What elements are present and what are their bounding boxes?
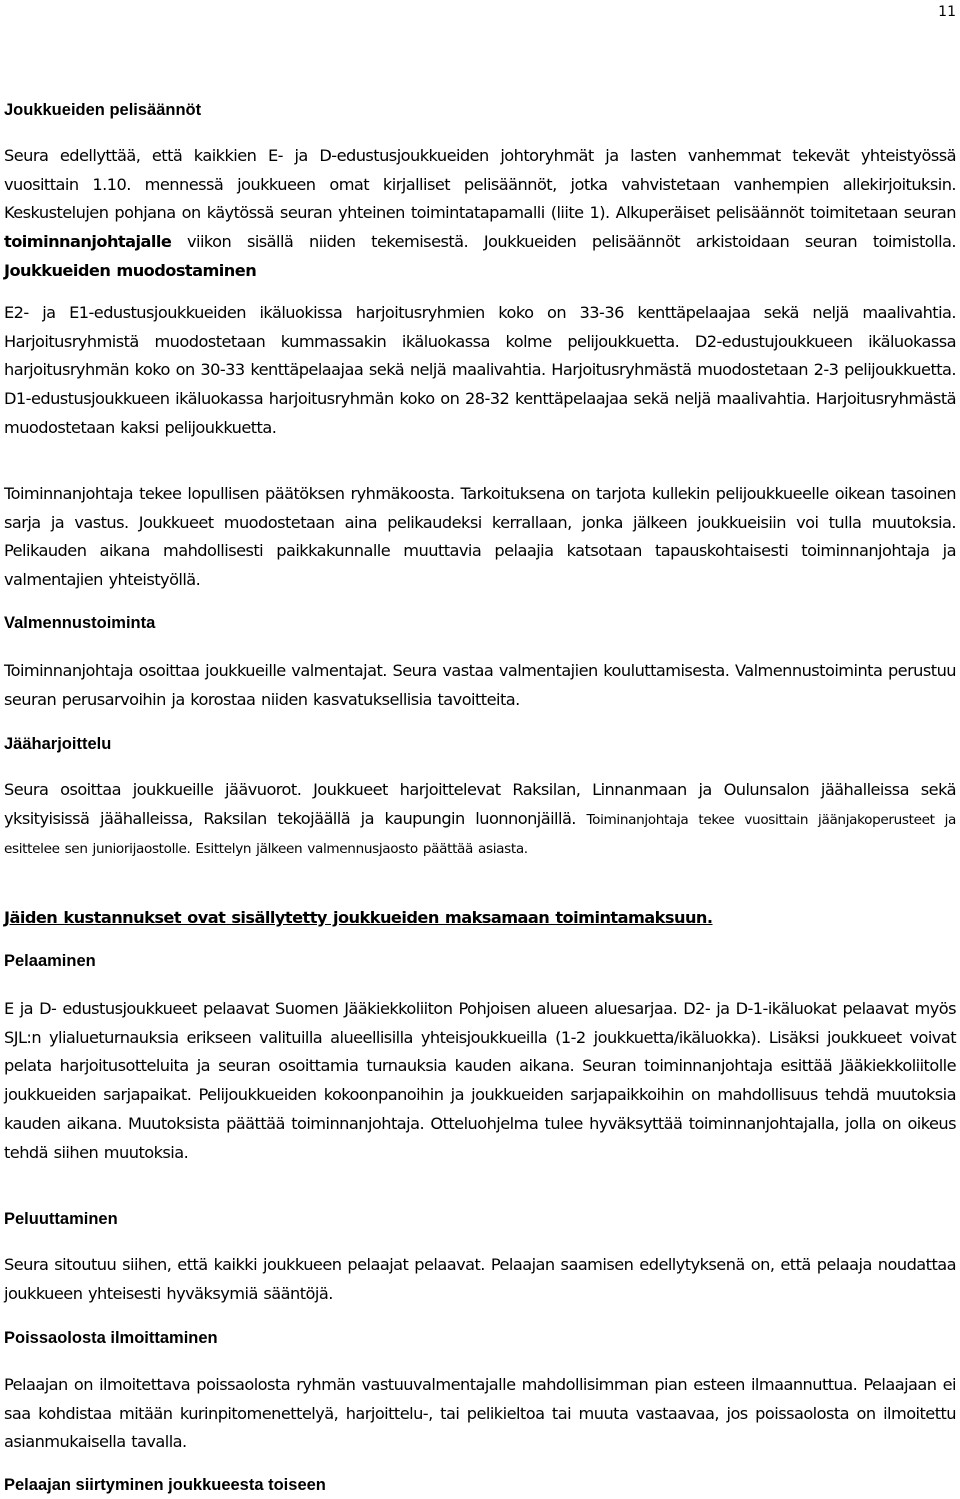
- formation-paragraph-1: E2- ja E1-edustusjoukkueiden ikäluokissa harjoitusryhmien koko on 33-36 kenttäpelaajaa sekä neljä maalivahtia. Harjoitusryhmistä muodostetaan kummassakin ikäluokassa kolme pelijoukkuetta. D2-edustujoukkueen ikäluokassa harjoitusryhmän koko on 30-33 kenttäpelaajaa sekä neljä maalivahtia. Harjoitusryhmästä muodostetaan 2-3 pelijoukkuetta. D1-edustusjoukkueen ikäluokassa harjoitusryhmän koko on 28-32 kenttäpelaajaa sekä neljä maalivahtia. Harjoitusryhmästä muodostetaan kaksi pelijoukkuetta.: [4, 303, 956, 437]
- team-rules-text-end: viikon sisällä niiden tekemisestä. Joukkueiden pelisäännöt arkistoidaan seuran toimistolla.: [187, 232, 956, 252]
- fielding-paragraph: Seura sitoutuu siihen, että kaikki joukkueen pelaajat pelaavat. Pelaajan saamisen edellytyksenä on, että pelaaja noudattaa joukkueen yhteisesti hyväksymiä sääntöjä.: [4, 1255, 956, 1303]
- section-heading-player-transfer: Pelaajan siirtyminen joukkueesta toiseen: [4, 1476, 326, 1494]
- section-heading-team-rules: Joukkueiden pelisäännöt: [4, 101, 202, 119]
- section-heading-fielding: Peluuttaminen: [4, 1210, 118, 1228]
- playing-paragraph: E ja D- edustusjoukkueet pelaavat Suomen Jääkiekkoliiton Pohjoisen alueen aluesarjaa. D2- ja D-1-ikäluokat pelaavat myös SJL:n ylialueturnauksia erikseen valituilla alueellisilla yhteisjoukkueilla (1-2 joukkuetta/ikäluokka). Lisäksi joukkueet voivat pelata harjoitusotteluita ja seuran osoittamia turnauksia kauden aikana. Seuran toiminnanjohtaja esittää Jääkiekkoliitolle joukkueiden sarjapaikat. Pelijoukkueiden kokoonpanoihin ja joukkueiden sarjapaikkoihin on mahdollisuus tehdä muutoksia kauden aikana. Muutoksista päättää toiminnanjohtaja. Otteluohjelma tulee hyväksyttää toiminnanjohtajalla, jolla on oikeus tehdä siihen muutoksia.: [4, 999, 956, 1162]
- section-heading-ice-training: Jääharjoittelu: [4, 735, 112, 753]
- ice-allocation-text: Toiminanjohtaja tekee vuosittain jäänjakoperusteet ja esittelee sen juniorijaostolle. Esittelyn jälkeen valmennusjaosto päättää asiasta.: [4, 811, 956, 858]
- team-rules-bold-text: toiminnanjohtajalle: [4, 232, 172, 252]
- coaching-paragraph: Toiminnanjohtaja osoittaa joukkueille valmentajat. Seura vastaa valmentajien kouluttamisesta. Valmennustoiminta perustuu seuran perusarvoihin ja korostaa niiden kasvatuksellisia tavoitteita.: [4, 661, 956, 709]
- section-heading-team-formation: Joukkueiden muodostaminen: [4, 260, 257, 280]
- section-heading-playing: Pelaaminen: [4, 952, 96, 970]
- section-heading-absence: Poissaolosta ilmoittaminen: [4, 1329, 218, 1347]
- page-number: 11: [938, 4, 956, 20]
- ice-training-paragraph: [4, 776, 956, 864]
- ice-cost-note: Jäiden kustannukset ovat sisällytetty joukkueiden maksamaan toimintamaksuun.: [4, 908, 713, 927]
- absence-paragraph: Pelaajan on ilmoitettava poissaolosta ryhmän vastuuvalmentajalle mahdollisimman pian esteen ilmaannuttua. Pelaajaan ei saa kohdistaa mitään kurinpitomenettelyä, harjoittelu-, tai pelikieltoa tai muuta vastaavaa, jos poissaolosta on ilmoitettu asianmukaisella tavalla.: [4, 1375, 956, 1452]
- formation-paragraph-2: Toiminnanjohtaja tekee lopullisen päätöksen ryhmäkoosta. Tarkoituksena on tarjota kullekin pelijoukkueelle oikean tasoinen sarja ja vastus. Joukkueet muodostetaan aina pelikaudeksi kerrallaan, jonka jälkeen joukkueisiin voi tulla muutoksia. Pelikauden aikana mahdollisesti paikkakunnalle muuttavia pelaajia katsotaan tapauskohtaisesti toiminnanjohtaja ja valmentajien yhteistyöllä.: [4, 484, 956, 590]
- ice-training-text: Seura osoittaa joukkueille jäävuorot. Joukkueet harjoittelevat Raksilan, Linnanmaan ja Oulunsalon jäähalleissa sekä yksityisissä jäähalleissa, Raksilan tekojäällä ja kaupungin luonnonjäillä.: [4, 780, 956, 828]
- team-rules-paragraph: [4, 142, 956, 286]
- section-heading-coaching: Valmennustoiminta: [4, 614, 156, 632]
- team-rules-text: Seura edellyttää, että kaikkien E- ja D-edustusjoukkueiden johtoryhmät ja lasten vanhemmat tekevät yhteistyössä vuosittain 1.10. mennessä joukkueen omat kirjalliset pelisäännöt, jotka vahvistetaan vanhempien allekirjoituksin. Keskustelujen pohjana on käytössä seuran yhteinen toimintatapamalli (liite 1). Alkuperäiset pelisäännöt toimitetaan seuran: [4, 146, 956, 223]
